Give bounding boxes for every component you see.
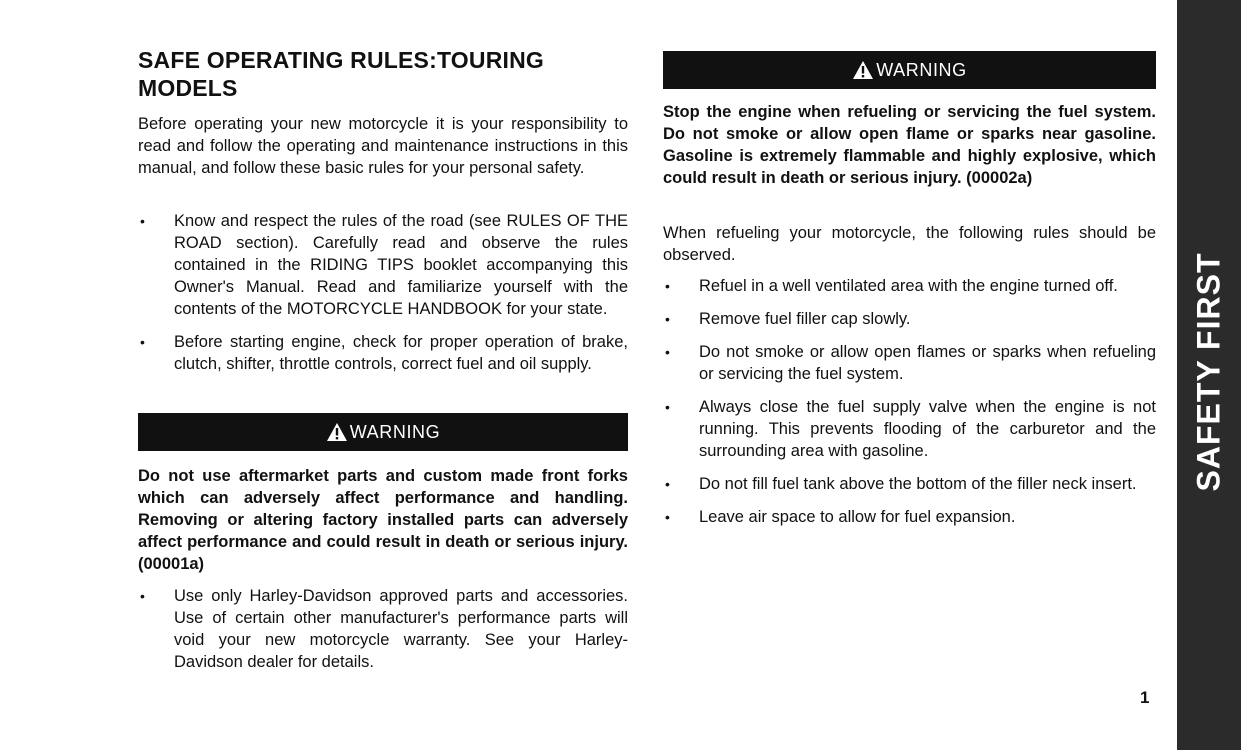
list-item xyxy=(138,331,628,375)
warning-label: WARNING xyxy=(876,59,967,80)
list-item-text: Know and respect the rules of the road (see RULES OF THE ROAD section). Carefully read and observe the rules contained in the RIDING TIPS booklet accompanying this Owner's Manual. Read and familiarize yourself with the contents of the MOTORCYCLE HANDBOOK for your state. xyxy=(174,212,628,318)
list-item-text: Always close the fuel supply valve when the engine is not running. This prevents flooding of the carburetor and the surrounding area with gasoline. xyxy=(699,398,1156,460)
warning-triangle-icon xyxy=(326,422,348,442)
list-item-text: Use only Harley-Davidson approved parts and accessories. Use of certain other manufacturer's performance parts will void your new motorcycle warranty. See your Harley-Davidson dealer for details. xyxy=(174,587,628,671)
list-item xyxy=(663,473,1156,495)
warning-text: Stop the engine when refueling or servicing the fuel system. Do not smoke or allow open flame or sparks near gasoline. Gasoline is extremely flammable and highly explosive, which could result in death or serious injury. (00002a) xyxy=(663,103,1156,187)
list-item xyxy=(663,341,1156,385)
list-item xyxy=(138,585,628,673)
warning-banner xyxy=(663,51,1156,89)
warning-label: WARNING xyxy=(349,421,441,442)
refuel-intro-paragraph: When refueling your motorcycle, the following rules should be observed. xyxy=(663,224,1156,264)
section-tab-label: SAFETY FIRST xyxy=(1190,252,1227,492)
list-item xyxy=(663,275,1156,297)
list-item xyxy=(663,506,1156,528)
list-item xyxy=(663,396,1156,462)
intro-paragraph: Before operating your new motorcycle it is your responsibility to read and follow the operating and maintenance instructions in this manual, and follow these basic rules for your personal safety. xyxy=(138,115,628,177)
list-item xyxy=(138,210,628,320)
bullet-icon: • xyxy=(665,311,670,327)
refueling-rules-list xyxy=(663,275,1156,539)
bullet-icon: • xyxy=(665,509,670,525)
warning-text: Do not use aftermarket parts and custom made front forks which can adversely affect performance and handling. Removing or altering factory installed parts can adversely affect performance and could result in death or serious injury. (00001a) xyxy=(138,467,628,573)
list-item-text: Refuel in a well ventilated area with the engine turned off. xyxy=(699,277,1118,295)
section-side-tab xyxy=(1177,0,1241,750)
bullet-icon: • xyxy=(140,213,145,229)
warning-banner xyxy=(138,413,628,451)
bullet-icon: • xyxy=(665,278,670,294)
operating-rules-list xyxy=(138,210,628,375)
bullet-icon: • xyxy=(665,399,670,415)
list-item xyxy=(663,308,1156,330)
bullet-icon: • xyxy=(665,476,670,492)
list-item-text: Do not smoke or allow open flames or sparks when refueling or servicing the fuel system. xyxy=(699,343,1156,383)
list-item-text: Do not fill fuel tank above the bottom of the filler neck insert. xyxy=(699,475,1137,493)
list-item-text: Before starting engine, check for proper operation of brake, clutch, shifter, throttle controls, correct fuel and oil supply. xyxy=(174,333,628,373)
bullet-icon: • xyxy=(665,344,670,360)
bullet-icon: • xyxy=(140,588,145,604)
page-number: 1 xyxy=(1140,688,1150,707)
bullet-icon: • xyxy=(140,334,145,350)
page-title: SAFE OPERATING RULES:TOURING MODELS xyxy=(138,47,544,101)
parts-rules-list xyxy=(138,585,628,673)
list-item-text: Leave air space to allow for fuel expansion. xyxy=(699,508,1016,526)
list-item-text: Remove fuel filler cap slowly. xyxy=(699,310,911,328)
warning-triangle-icon xyxy=(852,60,874,80)
